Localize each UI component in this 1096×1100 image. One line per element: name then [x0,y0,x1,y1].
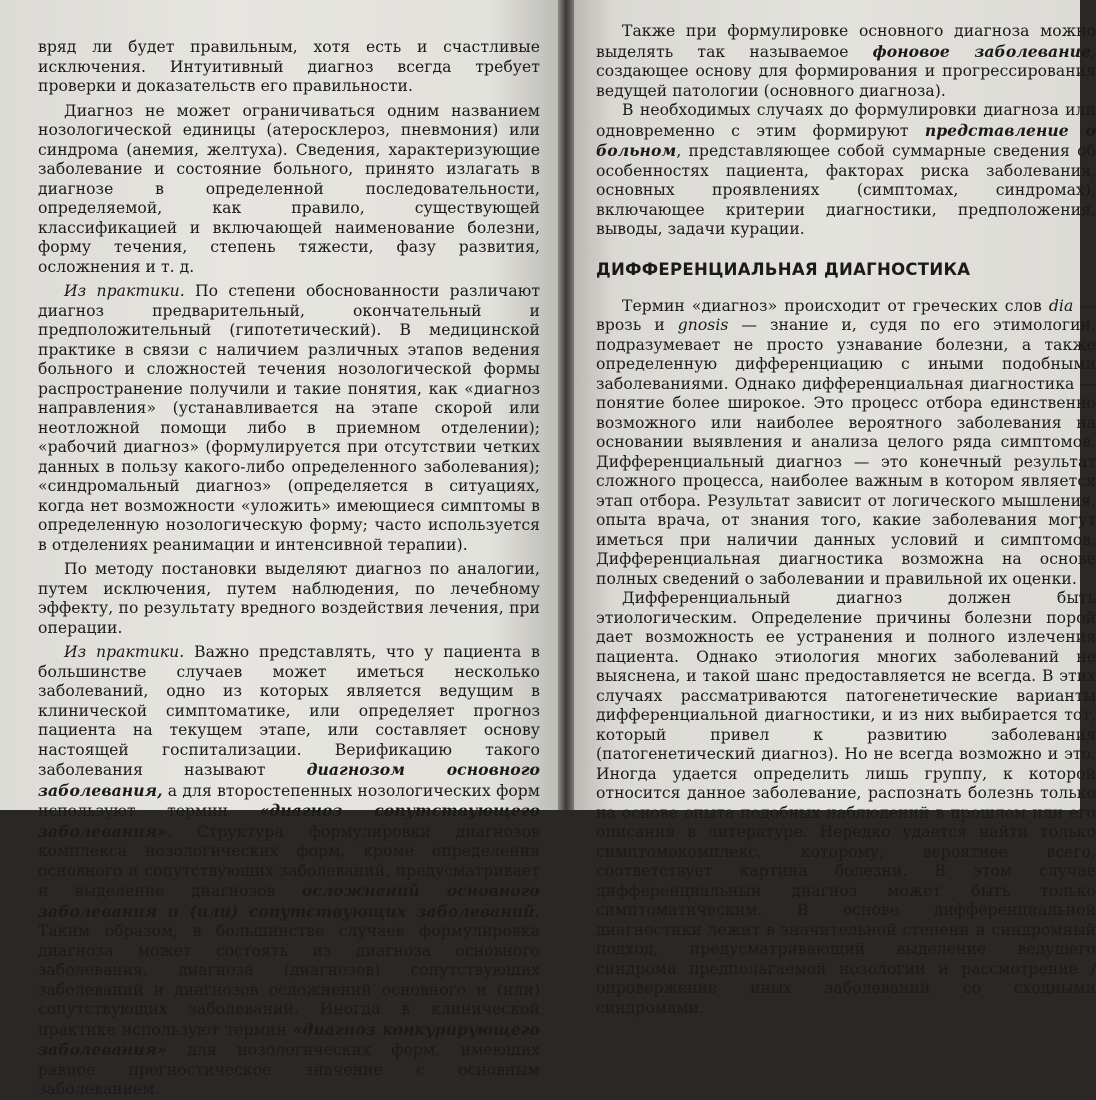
emphasized-term: фоновое заболевание [872,41,1091,61]
book-gutter [558,0,574,810]
text-run: , представляющее собой суммарные сведения об особенностях пациента, факторах риска заболевания, основных проявлениях (симптомах, синдромах), включающее критерии диагностики, предположения, выводы, задачи курации. [596,142,1096,238]
text-run: Также при формулировке основного диагноза можно выделять так называемое [596,22,1096,61]
left-page-text [38,38,540,1100]
emphasized-term: «диагноз конкурирующего заболевания» [38,1019,540,1059]
section-heading: ДИФФЕРЕНЦИАЛЬНАЯ ДИАГНОСТИКА [596,259,971,279]
text-run: В необходимых случаях до формулировки диагноза или одновременно с этим формируют [596,101,1096,140]
text-run: По степени обоснованности различают диагноз предварительный, окончательный и предположительный (гипотетический). В медицинской практике в связи с наличием различных этапов ведения больного и сложностей течения нозологической формы распространение получили и такие понятия, как «диагноз направления» (устанавливается на этапе скорой или неотложной помощи либо в приемном отделении); «рабочий диагноз» (формулируется при отсутствии четких данных в пользу какого-либо определенного заболевания); «синдромальный диагноз» (определяется в ситуациях, когда нет возможности «уложить» имеющиеся симптомы в определенную нозологическую форму; часто используется в отделениях реанимации и интенсивной терапии). [38,282,541,554]
paragraph: Диагноз не может ограничиваться одним названием нозологической единицы (атеросклероз, пневмония) или синдрома (анемия, желтуха). Сведения, характеризующие заболевание и состояние больного, принято излагать в диагнозе в определенной последовательности, определяемой, как правило, существующей классификацией и включающей наименование болезни, форму течения, степень тяжести, фазу развития, осложнения и т. д. [38,101,540,276]
paragraph [38,282,540,555]
paragraph-etiological-diagnosis: Дифференциальный диагноз должен быть этиологическим. Определение причины болезни порой дает возможность ее устранения и полного излечения пациента. Однако этиология многих заболеваний не выяснена, и такой шанс предоставляется не всегда. В этих случаях рассматриваются патогенетические варианты дифференциальной диагностики, и из них выбирается тот, который привел к развитию заболевания (патогенетический диагноз). Но не всегда возможно и это. Иногда удается определить лишь группу, к которой относится данное заболевание, распознать болезнь только на основе опыта подобных наблюдений в прошлом или его описания в литературе. Нередко удается найти только симптомокомплекс, которому, вероятнее всего, соответствует картина болезни. В этом случае дифференциальный диагноз может быть только симптоматическим. В основе дифференциальной диагностики лежит в значительной степени и синдромный подход, предусматривающий выделение ведущего синдрома предполагаемой нозологии и рассмотрение / опровержение иных заболеваний со сходными синдромами. [596,589,1096,1017]
right-page-text [596,22,1096,1018]
text-run: dia [1048,296,1074,315]
text-run: — врозь и [596,296,1096,334]
text-run: . Структура формулировки диагнозов комплекса нозологических форм, кроме определения основного и сопутствующих заболеваний, предусматривает и выделение диагнозов [38,822,540,900]
right-page [574,0,1096,1017]
text-run: для нозологических форм, имеющих равное прогностическое значение с основным заболеванием. [38,1041,540,1098]
text-run: gnosis [677,316,729,334]
emphasized-term: диагнозом основного заболевания, [38,760,541,800]
text-run: , создающее основу для формирования и прогрессирования ведущей патологии (основного диагноза). [596,42,1096,100]
text-run: — знание и, судя по его этимологии, подразумевает не просто узнавание болезни, а также определенную дифференциацию с иными подобными заболеваниями. Однако дифференциальная диагностика — понятие более широкое. Это процесс отбора единственно возможного или наиболее вероятного заболевания на основании выявления и анализа целого ряда симптомов. Дифференциальный диагноз — это конечный результат сложного процесса, наиболее важным в котором является этап отбора. Результат зависит от логического мышления, опыта врача, от знания того, какие заболевания могут иметься при наличии данных условий и симптомов. Дифференциальная диагностика возможна на основе полных сведений о заболевании и правильной их оценки. [596,316,1096,588]
text-run: Термин «диагноз» происходит от греческих слов [622,296,1049,315]
emphasized-term: осложнений основного заболевания и (или) сопутствующих заболеваний. [38,881,540,921]
from-practice-label: Из практики. [64,282,185,300]
paragraph [38,643,540,1100]
text-run: Таким образом, в большинстве случаев формулировка диагноза может состоять из диагноза основного заболевания, диагноза (диагнозов) сопутствующих заболеваний и диагнозов осложнений основного и (или) сопутствующих заболеваний. Иногда в клинической практике используют термин [38,922,540,1039]
paragraph: вряд ли будет правильным, хотя есть и счастливые исключения. Интуитивный диагноз всегда требует проверки и доказательств его правильности. [38,38,540,95]
paragraph-patient-representation [596,101,1096,240]
emphasized-term: представление о больном [596,120,1096,160]
paragraph-term-diagnosis [596,297,1096,590]
paragraph-background-disease [596,22,1096,101]
text-run: Из практики. [64,643,185,661]
text-run: Важно представлять, что у пациента в большинстве случаев может иметься несколько заболеваний, одно из которых является ведущим в клинической симптоматике, или определяет прогноз пациента на текущем этапе, или составляет основу настоящей госпитализации. Верификацию такого заболевания называют [38,643,540,779]
emphasized-term: «диагноз сопутствующего заболевания» [38,801,540,841]
text-run: а для второстепенных нозологических форм используют термин [38,781,540,820]
paragraph: По методу постановки выделяют диагноз по аналогии, путем исключения, путем наблюдения, по лечебному эффекту, по результату вредного воздействия лечения, при операции. [38,560,540,637]
